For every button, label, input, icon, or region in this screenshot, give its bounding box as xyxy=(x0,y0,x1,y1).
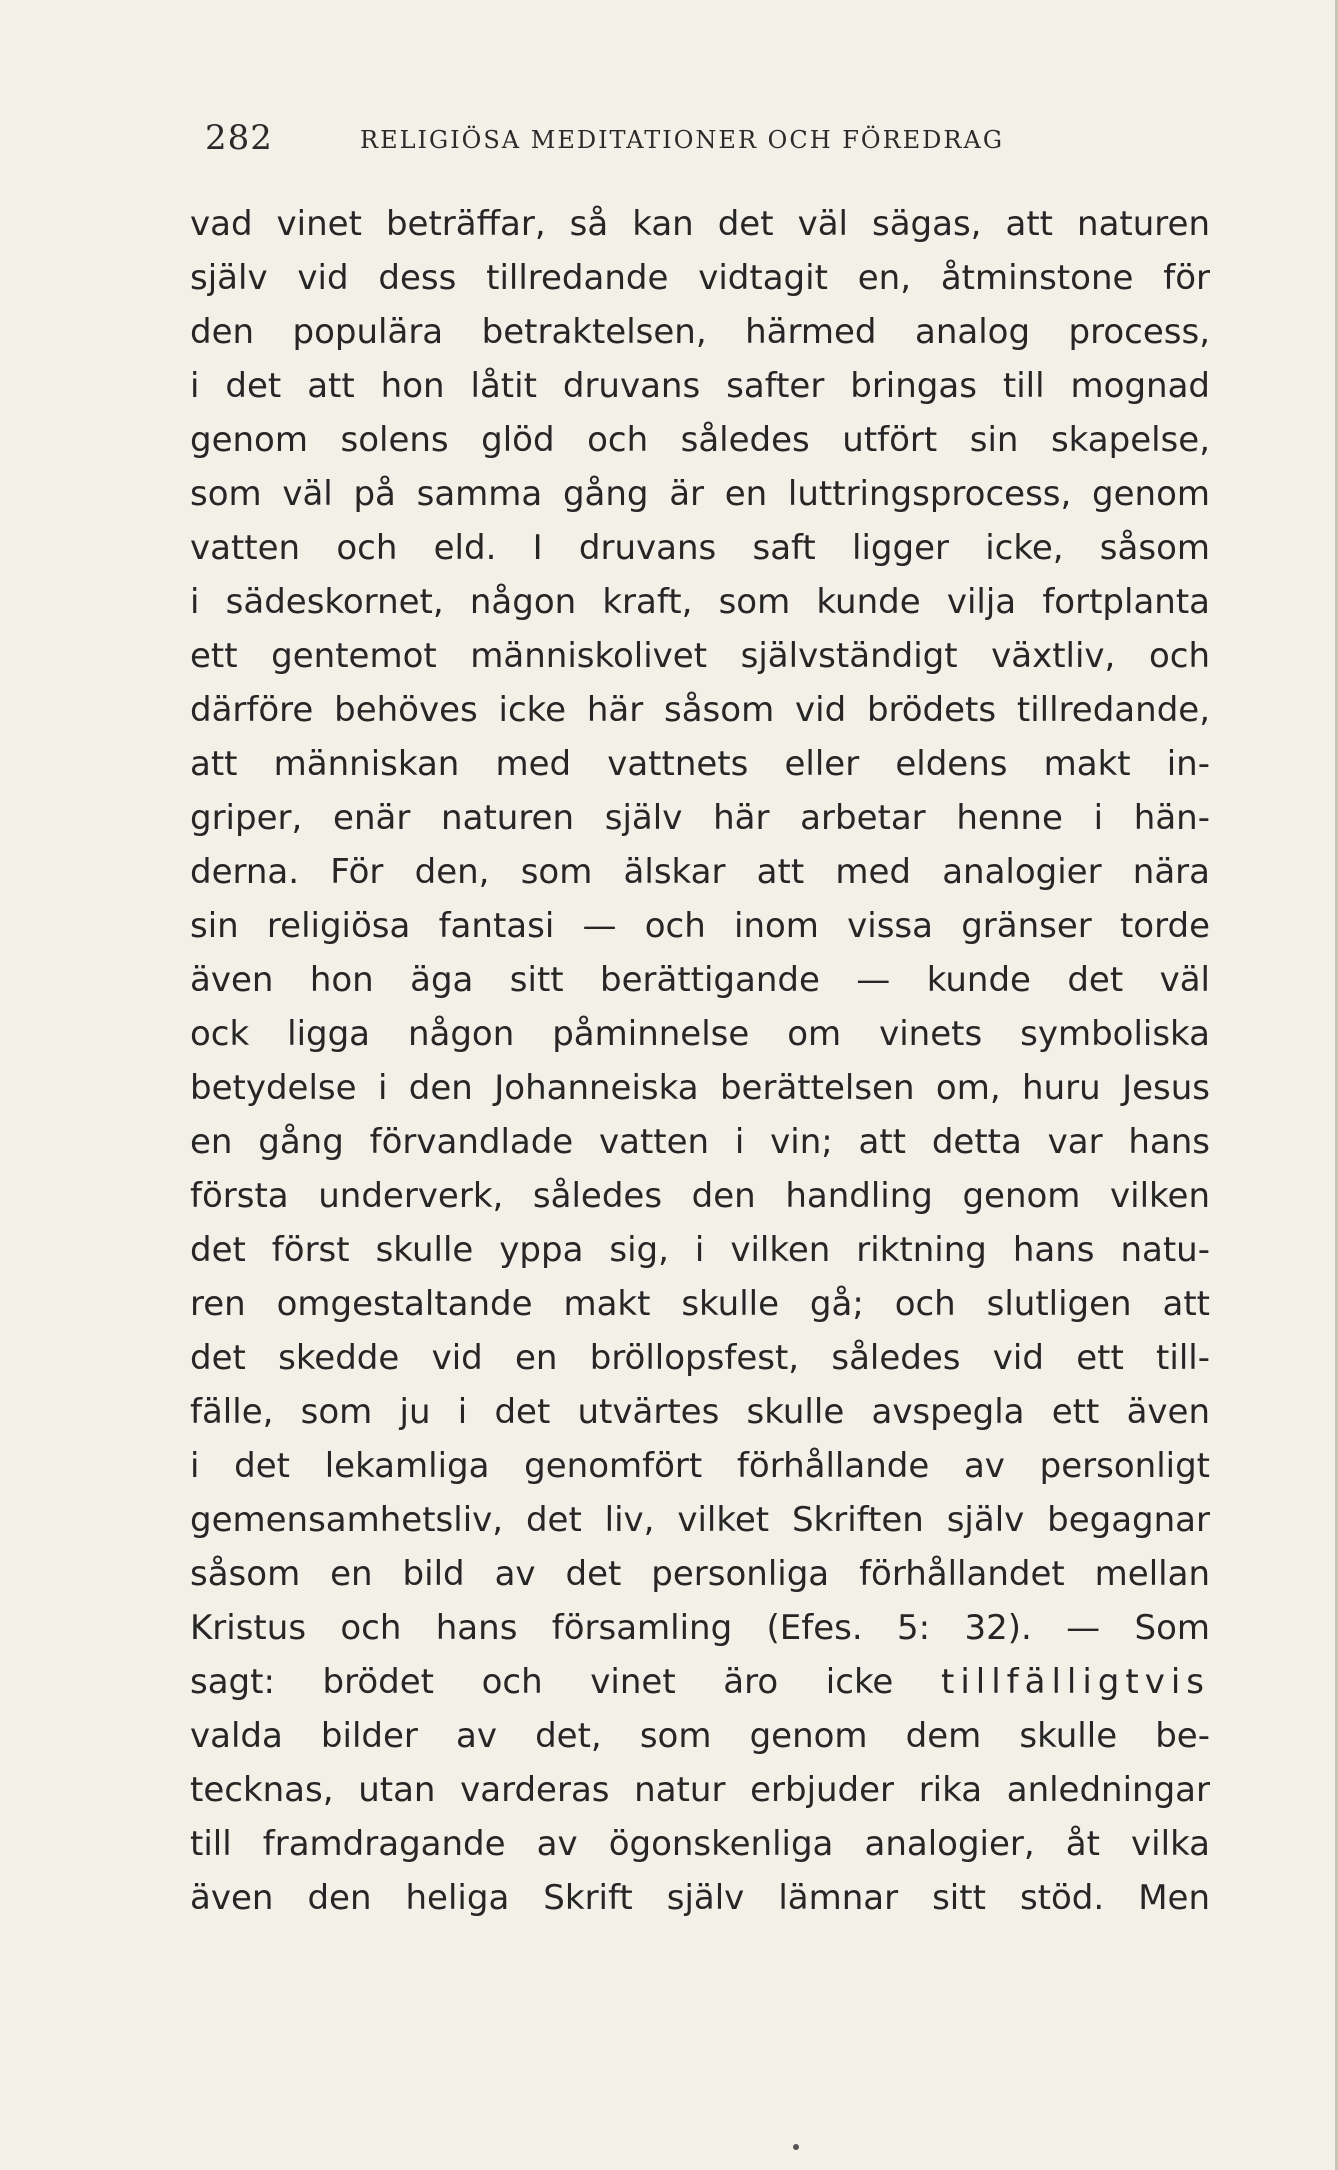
text-line: den populära betraktelsen, härmed analog process, xyxy=(190,312,1210,352)
text-line: ock ligga någon påminnelse om vinets symboliska xyxy=(190,1014,1210,1054)
text-line: därföre behöves icke här såsom vid brödets tillredande, xyxy=(190,690,1210,730)
text-line: sin religiösa fantasi — och inom vissa gränser torde xyxy=(190,906,1210,946)
print-speck xyxy=(793,2144,799,2150)
text-line: derna. För den, som älskar att med analogier nära xyxy=(190,852,1210,892)
spaced-emphasis-word: tillfälligtvis xyxy=(940,1662,1210,1702)
text-line: såsom en bild av det personliga förhållandet mellan xyxy=(190,1554,1210,1594)
text-line: tecknas, utan varderas natur erbjuder rika anledningar xyxy=(190,1770,1210,1810)
text-line: i sädeskornet, någon kraft, som kunde vilja fortplanta xyxy=(190,582,1210,622)
text-line: gemensamhetsliv, det liv, vilket Skriften själv begagnar xyxy=(190,1500,1210,1540)
text-line: genom solens glöd och således utfört sin skapelse, xyxy=(190,420,1210,460)
text-line: själv vid dess tillredande vidtagit en, åtminstone för xyxy=(190,258,1210,298)
text-line: fälle, som ju i det utvärtes skulle avspegla ett även xyxy=(190,1392,1210,1432)
text-line: betydelse i den Johanneiska berättelsen om, huru Jesus xyxy=(190,1068,1210,1108)
text-line: ett gentemot människolivet självständigt växtliv, och xyxy=(190,636,1210,676)
text-line: vad vinet beträffar, så kan det väl sägas, att naturen xyxy=(190,204,1210,244)
text-line: vatten och eld. I druvans saft ligger icke, såsom xyxy=(190,528,1210,568)
text-line: även den heliga Skrift själv lämnar sitt stöd. Men xyxy=(190,1878,1210,1918)
page-header xyxy=(205,118,1205,168)
text-line: till framdragande av ögonskenliga analogier, åt vilka xyxy=(190,1824,1210,1864)
text-line: första underverk, således den handling genom vilken xyxy=(190,1176,1210,1216)
text-line: en gång förvandlade vatten i vin; att detta var hans xyxy=(190,1122,1210,1162)
running-title: RELIGIÖSA MEDITATIONER OCH FÖREDRAG xyxy=(360,126,1004,154)
line-lead-text: sagt: brödet och vinet äro icke xyxy=(190,1662,941,1702)
text-line: i det lekamliga genomfört förhållande av personligt xyxy=(190,1446,1210,1486)
text-line-emphasis xyxy=(190,1655,1210,1709)
page-number: 282 xyxy=(205,118,273,158)
text-line: även hon äga sitt berättigande — kunde det väl xyxy=(190,960,1210,1000)
text-line: ren omgestaltande makt skulle gå; och slutligen att xyxy=(190,1284,1210,1324)
text-line: griper, enär naturen själv här arbetar henne i hän- xyxy=(190,798,1210,838)
body-text xyxy=(190,197,1210,1925)
text-line: i det att hon låtit druvans safter bringas till mognad xyxy=(190,366,1210,406)
text-line: det först skulle yppa sig, i vilken riktning hans natu- xyxy=(190,1230,1210,1270)
text-line: som väl på samma gång är en luttringsprocess, genom xyxy=(190,474,1210,514)
text-line: att människan med vattnets eller eldens makt in- xyxy=(190,744,1210,784)
text-line: Kristus och hans församling (Efes. 5: 32). — Som xyxy=(190,1608,1210,1648)
text-line: valda bilder av det, som genom dem skulle be- xyxy=(190,1716,1210,1756)
text-line: det skedde vid en bröllopsfest, således vid ett till- xyxy=(190,1338,1210,1378)
